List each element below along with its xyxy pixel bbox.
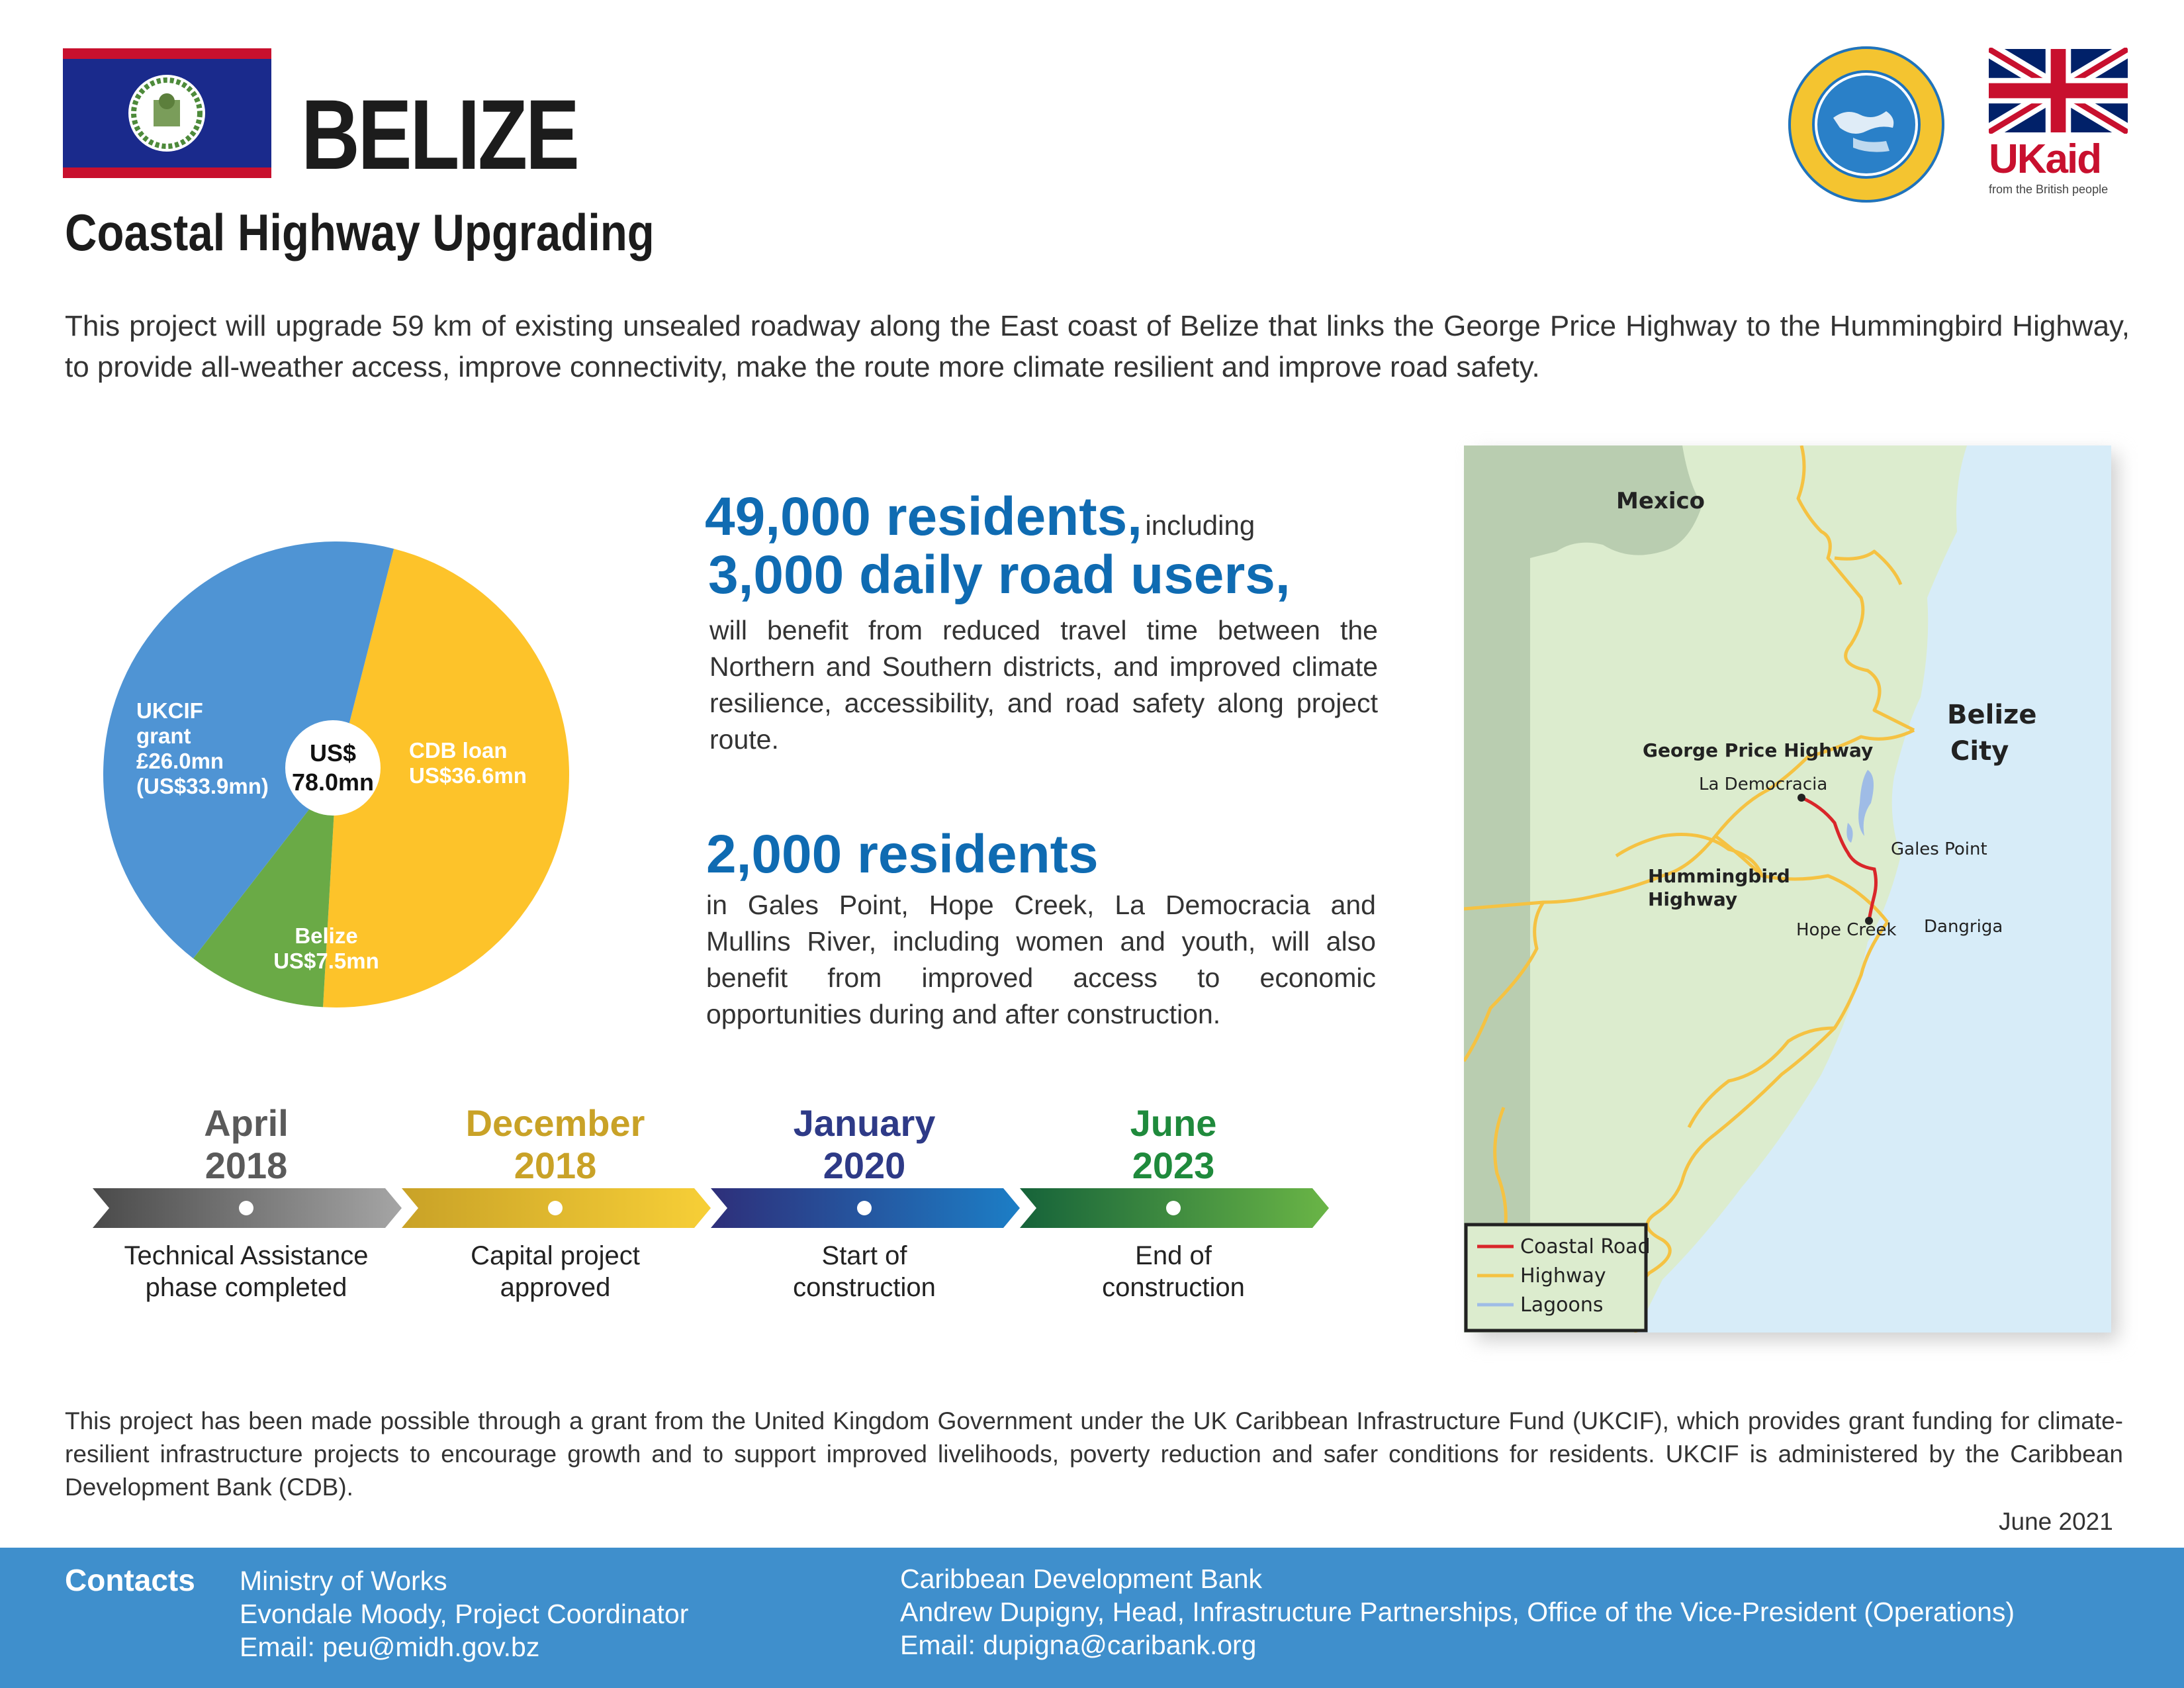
timeline-year: 2018 [514, 1145, 597, 1186]
contact-right-person: Andrew Dupigny, Head, Infrastructure Partnerships, Office of the Vice-President (Operations) [900, 1597, 2015, 1627]
stat-residents-description: will benefit from reduced travel time between the Northern and Southern districts, and improved climate resilience, accessibility, and road safety along project route. [709, 615, 1378, 755]
map-label-hummingbird-2: Highway [1648, 888, 1738, 910]
contact-left-org: Ministry of Works [240, 1566, 447, 1596]
timeline-date [107, 1102, 385, 1187]
timeline-bar [93, 1188, 1337, 1228]
timeline-date [725, 1102, 1003, 1187]
pie-slice-label: Belize US$7.5mn [273, 923, 379, 973]
stat-residents-including: including [1145, 510, 1255, 541]
timeline-dot [239, 1201, 253, 1215]
ukaid-tagline: from the British people [1989, 183, 2109, 196]
map-label-gales-point: Gales Point [1891, 839, 1987, 859]
timeline-dot [548, 1201, 563, 1215]
map-label-dangriga: Dangriga [1924, 917, 2003, 937]
timeline-date [1034, 1102, 1312, 1187]
legend-label: Lagoons [1520, 1293, 1604, 1317]
contact-right-email[interactable]: Email: dupigna@caribank.org [900, 1630, 1257, 1660]
contacts-title: Contacts [65, 1563, 195, 1597]
timeline-dot [857, 1201, 872, 1215]
map-label-belize-city-2: City [1950, 736, 2009, 767]
timeline-month: April [204, 1102, 289, 1144]
contact-left-email[interactable]: Email: peu@midh.gov.bz [240, 1632, 540, 1662]
country-title: BELIZE [301, 79, 578, 190]
timeline-description: Capital project approved [471, 1241, 640, 1302]
ukaid-logo [1989, 48, 2128, 197]
map-label-hummingbird-1: Hummingbird [1648, 865, 1790, 887]
stat-residents [705, 487, 1255, 547]
cdb-logo-icon [1787, 45, 1946, 204]
stat-residents-number: 49,000 residents, [705, 487, 1142, 547]
map-label-la-democracia: La Democracia [1699, 774, 1828, 794]
map-label-belize-city-1: Belize [1947, 700, 2037, 730]
page-subtitle: Coastal Highway Upgrading [65, 203, 655, 261]
stat-road-users: 3,000 daily road users, [708, 545, 1291, 605]
timeline-dot [1166, 1201, 1181, 1215]
timeline-description: Start of construction [793, 1241, 936, 1302]
pie-slice-label: CDB loan US$36.6mn [409, 738, 527, 788]
pie-center-label: 78.0mn [291, 769, 375, 796]
belize-flag-icon [63, 48, 271, 178]
pie-center [285, 720, 381, 816]
timeline-date [416, 1102, 694, 1187]
map-label-george-price: George Price Highway [1643, 739, 1874, 761]
timeline-month: December [465, 1102, 645, 1144]
map-legend [1466, 1225, 1651, 1331]
stat-local-residents: 2,000 residents [706, 824, 1099, 884]
intro-paragraph: This project will upgrade 59 km of existing unsealed roadway along the East coast of Belize that links the George Price Highway to the Hummingbird Highway, to provide all-weather access, improve connectivity, make the route more climate resilient and improve road safety. [65, 310, 2130, 383]
timeline-description: End of construction [1102, 1241, 1245, 1302]
timeline-year: 2020 [823, 1145, 906, 1186]
timeline-description: Technical Assistance phase completed [124, 1241, 369, 1302]
contact-right-org: Caribbean Development Bank [900, 1564, 1262, 1594]
pie-center-label: US$ [309, 739, 357, 767]
timeline-year: 2023 [1132, 1145, 1215, 1186]
legend-label: Coastal Road [1520, 1235, 1651, 1258]
timeline-month: June [1130, 1102, 1217, 1144]
stat-local-residents-description: in Gales Point, Hope Creek, La Democracia and Mullins River, including women and youth, will also benefit from improved access to economic opportunities during and after construction. [706, 890, 1376, 1029]
timeline-year: 2018 [205, 1145, 288, 1186]
timeline-month: January [793, 1102, 936, 1144]
project-map [1464, 445, 2111, 1333]
publication-date: June 2021 [1999, 1508, 2113, 1535]
contact-left-person: Evondale Moody, Project Coordinator [240, 1599, 689, 1629]
map-town-dot [1797, 794, 1805, 802]
map-label-mexico: Mexico [1616, 488, 1705, 514]
union-jack-icon [1989, 48, 2128, 134]
pie-slice-label: UKCIF grant £26.0mn (US$33.9mn) [136, 698, 269, 798]
map-label-hope-creek: Hope Creek [1796, 920, 1897, 940]
legend-label: Highway [1520, 1264, 1606, 1288]
ukaid-wordmark: UKaid [1989, 136, 2101, 182]
funding-pie-chart [98, 530, 574, 1019]
footnote: This project has been made possible through a grant from the United Kingdom Government under the UK Caribbean Infrastructure Fund (UKCIF), which provides grant funding for climate-resilient infrastructure projects to encourage growth and to support improved livelihoods, poverty reduction and safer conditions for residents. UKCIF is administered by the Caribbean Development Bank (CDB). [65, 1407, 2123, 1501]
